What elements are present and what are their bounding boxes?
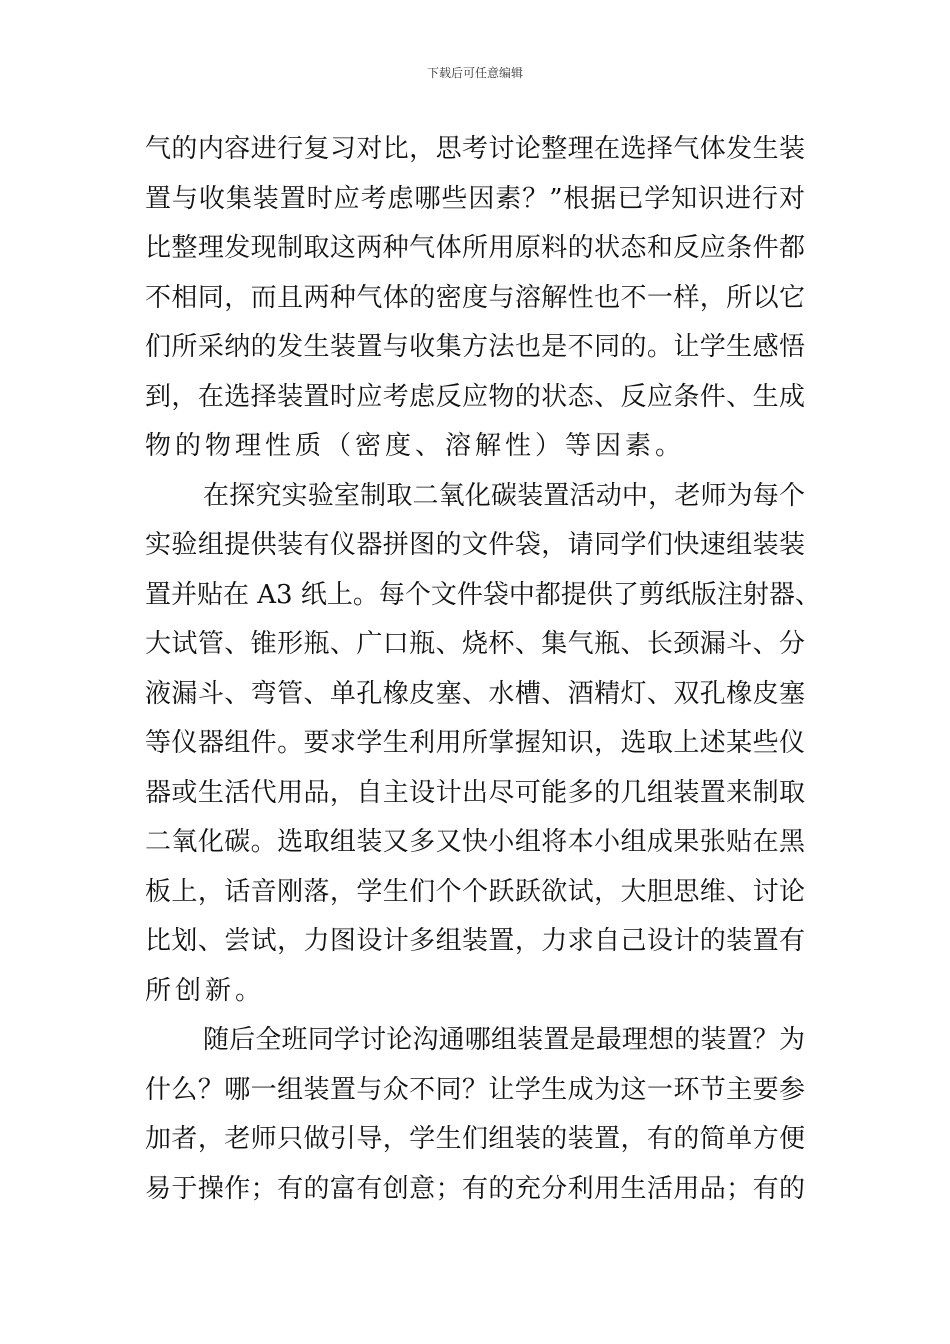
text-line: 液漏斗、弯管、单孔橡皮塞、水槽、酒精灯、双孔橡皮塞 xyxy=(145,678,805,709)
text-line: 气的内容进行复习对比，思考讨论整理在选择气体发生装 xyxy=(145,134,805,164)
text-line: 到，在选择装置时应考虑反应物的状态、反应条件、生成 xyxy=(145,381,805,412)
text-line: 板上，话音刚落，学生们个个跃跃欲试，大胆思维、讨论 xyxy=(145,876,805,907)
text-line: 置并贴在 A3 纸上。每个文件袋中都提供了剪纸版注射器、 xyxy=(145,579,821,610)
text-line: 什么？哪一组装置与众不同？让学生成为这一环节主要参 xyxy=(145,1074,805,1105)
text-line: 所创新。 xyxy=(145,975,266,1006)
paragraph-1 xyxy=(145,125,805,472)
paragraph-3 xyxy=(145,1016,805,1214)
text-line: 易于操作；有的富有创意；有的充分利用生活用品；有的 xyxy=(145,1173,805,1204)
paragraph-2 xyxy=(145,472,821,1017)
text-line: 随后全班同学讨论沟通哪组装置是最理想的装置？为 xyxy=(203,1025,805,1055)
text-line: 物的物理性质（密度、溶解性）等因素。 xyxy=(145,431,686,461)
text-line: 加者，老师只做引导，学生们组装的装置，有的简单方便 xyxy=(145,1124,805,1154)
text-line: 实验组提供装有仪器拼图的文件袋，请同学们快速组装装 xyxy=(145,530,805,560)
text-line: 等仪器组件。要求学生利用所掌握知识，选取上述某些仪 xyxy=(145,728,805,758)
document-body xyxy=(145,125,821,1214)
text-line: 们所采纳的发生装置与收集方法也是不同的。让学生感悟 xyxy=(145,332,805,362)
text-line: 不相同，而且两种气体的密度与溶解性也不一样，所以它 xyxy=(145,282,805,313)
text-line: 置与收集装置时应考虑哪些因素？”根据已学知识进行对 xyxy=(145,183,805,214)
text-line: 比划、尝试，力图设计多组装置，力求自己设计的装置有 xyxy=(145,926,805,956)
text-line: 在探究实验室制取二氧化碳装置活动中，老师为每个 xyxy=(203,480,805,511)
text-line: 比整理发现制取这两种气体所用原料的状态和反应条件都 xyxy=(145,233,805,263)
text-line: 大试管、锥形瓶、广口瓶、烧杯、集气瓶、长颈漏斗、分 xyxy=(145,629,805,659)
text-line: 器或生活代用品，自主设计出尽可能多的几组装置来制取 xyxy=(145,777,805,808)
text-line: 二氧化碳。选取组装又多又快小组将本小组成果张贴在黑 xyxy=(145,827,805,857)
page-header-note: 下载后可任意编辑 xyxy=(426,66,523,80)
